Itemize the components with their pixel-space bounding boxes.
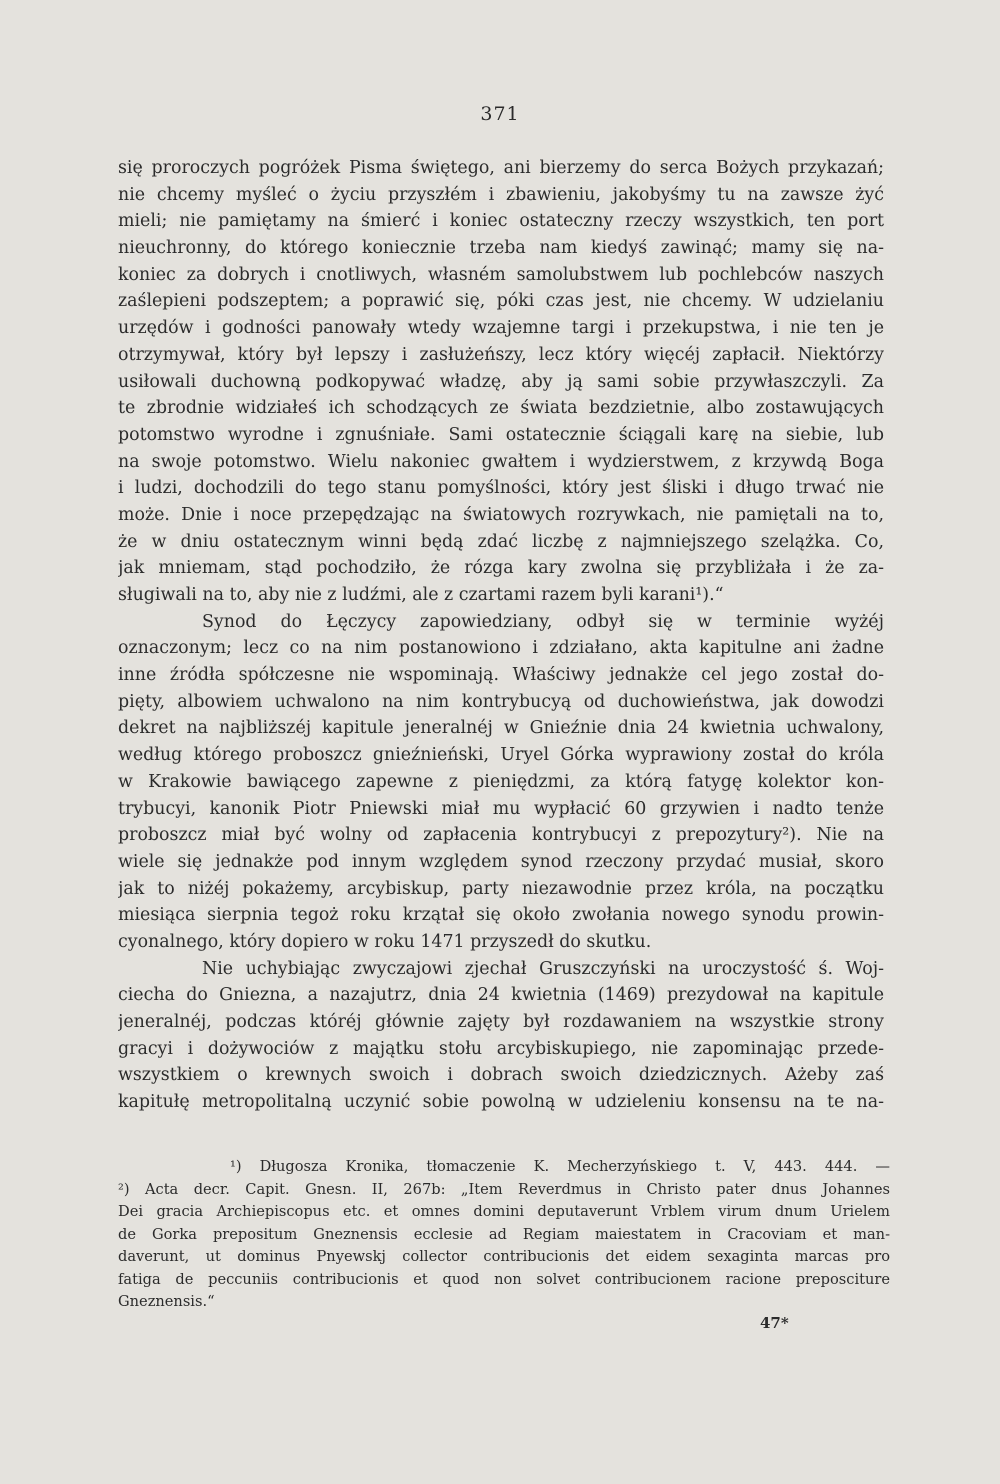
text-line: proboszcz miał być wolny od zapłacenia kontrybucyi z prepozytury²). Nie na — [118, 825, 884, 846]
paragraph-start-line: Nie uchybiając zwyczajowi zjechał Gruszczyński na uroczystość ś. Woj- — [202, 958, 884, 979]
text-line: nie chcemy myśleć o życiu przyszłém i zbawieniu, jakobyśmy tu na zawsze żyć — [118, 184, 884, 205]
footnote-line: fatiga de peccuniis contribucionis et quod non solvet contribucionem racione preposciture — [118, 1270, 890, 1288]
text-line: kapitułę metropolitalną uczynić sobie powolną w udzieleniu konsensu na te na- — [118, 1092, 884, 1113]
text-line: trybucyi, kanonik Piotr Pniewski miał mu wypłacić 60 grzywien i nadto tenże — [118, 798, 884, 819]
text-line: zaślepieni podszeptem; a poprawić się, póki czas jest, nie chcemy. W udzielaniu — [118, 291, 884, 312]
text-line: koniec za dobrych i cnotliwych, własném samolubstwem lub pochlebców naszych — [118, 264, 884, 285]
text-line: otrzymywał, który był lepszy i zasłużeńszy, lecz który więcéj zapłacił. Niektórzy — [118, 344, 884, 365]
text-line: wiele się jednakże pod innym względem synod rzeczony przydać musiał, skoro — [118, 851, 884, 872]
footnote-1: ¹) Długosza Kronika, tłomaczenie K. Mecherzyńskiego t. V, 443. 444. — — [230, 1158, 890, 1175]
text-line: miesiąca sierpnia tegoż roku krzątał się około zwołania nowego synodu prowin- — [118, 905, 884, 926]
text-line: wszystkiem o krewnych swoich i dobrach swoich dziedzicznych. Ażeby zaś — [118, 1065, 884, 1086]
footnote-line: Dei gracia Archiepiscopus etc. et omnes domini deputaverunt Vrblem virum dnum Urielem — [118, 1203, 890, 1220]
text-line: jeneralnéj, podczas któréj głównie zajęty był rozdawaniem na wszystkie strony — [118, 1012, 884, 1032]
text-line: się proroczych pogróżek Pisma świętego, ani bierzemy do serca Bożych przykazań; — [118, 158, 884, 178]
page-number: 371 — [480, 103, 520, 125]
text-line: jak to niżéj pokażemy, arcybiskup, party niezawodnie przez króla, na początku — [118, 878, 884, 899]
text-line: inne źródła spółczesne nie wspominają. Właściwy jednakże cel jego został do- — [118, 665, 884, 686]
footnote-line: Gneznensis.“ — [118, 1293, 215, 1310]
footnote-line: daverunt, ut dominus Pnyewskj collector contribucionis det eidem sexaginta marcas pro — [118, 1248, 890, 1265]
text-line: pięty, albowiem uchwalono na nim kontrybucyą od duchowieństwa, jak dowodzi — [118, 691, 884, 712]
text-line: i ludzi, dochodzili do tego stanu pomyślności, który jest śliski i długo trwać nie — [118, 478, 884, 499]
text-line: oznaczonym; lecz co na nim postanowiono i zdziałano, akta kapitulne ani żadne — [118, 638, 884, 659]
text-line: sługiwali na to, aby nie z ludźmi, ale z czartami razem byli karani¹).“ — [118, 585, 724, 605]
footnotes — [118, 1156, 890, 1314]
text-line: ciecha do Gniezna, a nazajutrz, dnia 24 kwietnia (1469) prezydował na kapitule — [118, 985, 884, 1006]
text-line: że w dniu ostatecznym winni będą zdać liczbę z najmniejszego szelążka. Co, — [118, 531, 884, 552]
text-line: urzędów i godności panowały wtedy wzajemne targi i przekupstwa, i nie ten je — [118, 318, 884, 339]
text-line: gracyi i dożywociów z majątku stołu arcybiskupiego, nie zapominając przede- — [118, 1038, 884, 1059]
text-line: te zbrodnie widziałeś ich schodzących ze świata bezdzietnie, albo zostawujących — [118, 398, 884, 419]
text-line: mieli; nie pamiętamy na śmierć i koniec ostateczny rzeczy wszystkich, ten port — [118, 211, 884, 232]
text-line: usiłowali duchowną podkopywać władzę, aby ją sami sobie przywłaszczyli. Za — [118, 371, 884, 392]
signature-mark: 47* — [760, 1314, 789, 1332]
footnote-line: de Gorka prepositum Gneznensis ecclesie ad Regiam maiestatem in Cracoviam et man- — [118, 1225, 890, 1243]
text-line: potomstwo wyrodne i zgnuśniałe. Sami ostatecznie ściągali karę na siebie, lub — [118, 424, 884, 445]
text-line: na swoje potomstwo. Wielu nakoniec gwałtem i wydzierstwem, z krzywdą Boga — [118, 451, 884, 472]
paragraph-start-line: Synod do Łęczycy zapowiedziany, odbył się w terminie wyżéj — [202, 611, 884, 632]
main-text — [118, 155, 884, 1116]
text-line: w Krakowie bawiącego zapewne z pieniędzmi, za którą fatygę kolektor kon- — [118, 771, 884, 792]
text-line: dekret na najbliższéj kapitule jeneralnéj w Gnieźnie dnia 24 kwietnia uchwalony, — [118, 718, 884, 739]
text-line: według którego proboszcz gnieźnieński, Uryel Górka wyprawiony został do króla — [118, 745, 884, 766]
text-line: nieuchronny, do którego koniecznie trzeba nam kiedyś zawinąć; mamy się na- — [118, 238, 884, 259]
footnote-2: ²) Acta decr. Capit. Gnesn. II, 267b: „Item Reverdmus in Christo pater dnus Johannes — [118, 1180, 890, 1198]
text-line: jak mniemam, stąd pochodziło, że rózga kary zwolna się przybliżała i że za- — [118, 558, 884, 579]
text-line: cyonalnego, który dopiero w roku 1471 przyszedł do skutku. — [118, 931, 652, 952]
text-line: może. Dnie i noce przepędzając na światowych rozrywkach, nie pamiętali na to, — [118, 504, 884, 525]
